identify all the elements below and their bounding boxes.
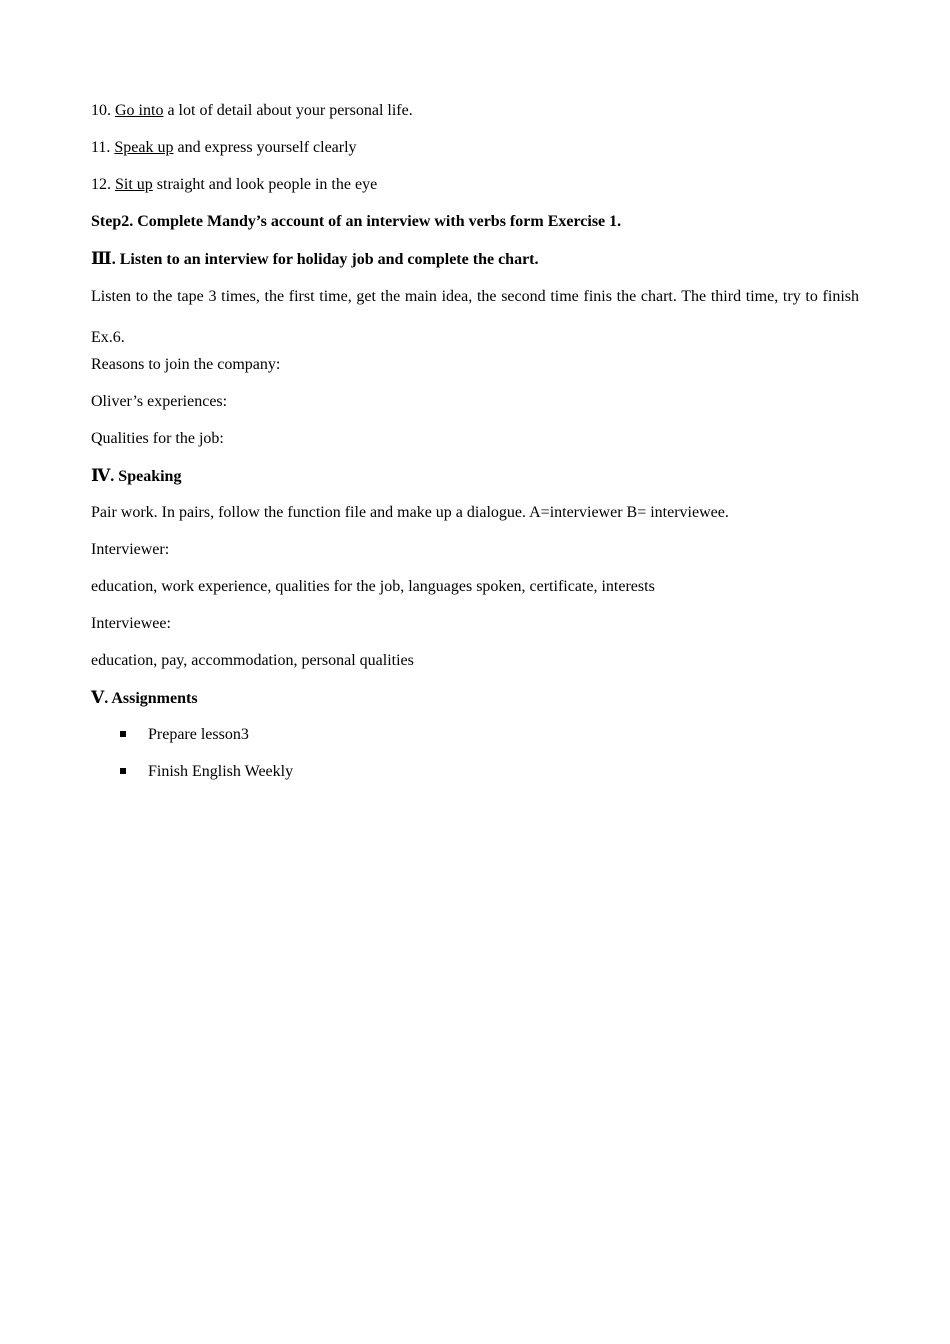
list-item: [91, 174, 859, 211]
list-item: [91, 137, 859, 174]
item-number: 11.: [91, 139, 111, 156]
chart-row-qualities: Qualities for the job:: [91, 430, 224, 447]
list-item: [91, 100, 859, 137]
section3-numeral: Ⅲ: [91, 249, 112, 269]
assignment-text: Prepare lesson3: [148, 726, 249, 743]
square-bullet-icon: [120, 731, 126, 737]
underlined-phrase: Go into: [115, 102, 164, 119]
step2-heading: Step2. Complete Mandy’s account of an interview with verbs form Exercise 1.: [91, 213, 622, 230]
item-text: straight and look people in the eye: [152, 176, 378, 193]
section4-title: . Speaking: [110, 468, 182, 485]
assignment-item: [91, 761, 859, 798]
interviewer-label: Interviewer:: [91, 541, 170, 558]
underlined-phrase: Speak up: [114, 139, 174, 156]
square-bullet-icon: [120, 768, 126, 774]
interviewee-label: Interviewee:: [91, 615, 171, 632]
interviewee-items: education, pay, accommodation, personal qualities: [91, 652, 414, 669]
underlined-phrase: Sit up: [115, 176, 153, 193]
pair-work-text: Pair work. In pairs, follow the function file and make up a dialogue. A=interviewer B= interviewee.: [91, 504, 729, 521]
item-text: and express yourself clearly: [173, 139, 357, 156]
section5-heading: [91, 687, 859, 724]
item-number: 10.: [91, 102, 111, 119]
section5-title: . Assignments: [104, 690, 198, 707]
chart-row-experiences: Oliver’s experiences:: [91, 393, 228, 410]
chart-row-reasons: Reasons to join the company:: [91, 356, 281, 373]
item-text: a lot of detail about your personal life.: [163, 102, 413, 119]
assignment-text: Finish English Weekly: [148, 763, 294, 780]
interviewer-items: education, work experience, qualities for the job, languages spoken, certificate, interests: [91, 578, 655, 595]
document-page: [91, 100, 859, 798]
section5-numeral: Ⅴ: [91, 688, 105, 708]
section4-numeral: Ⅳ: [91, 466, 111, 486]
assignment-item: [91, 724, 859, 761]
section4-heading: [91, 465, 859, 502]
item-number: 12.: [91, 176, 111, 193]
listening-instructions: Listen to the tape 3 times, the first time, get the main idea, the second time finis the chart. The third time, try to finish Ex.6.: [91, 288, 859, 346]
section3-title: . Listen to an interview for holiday job and complete the chart.: [111, 251, 539, 268]
